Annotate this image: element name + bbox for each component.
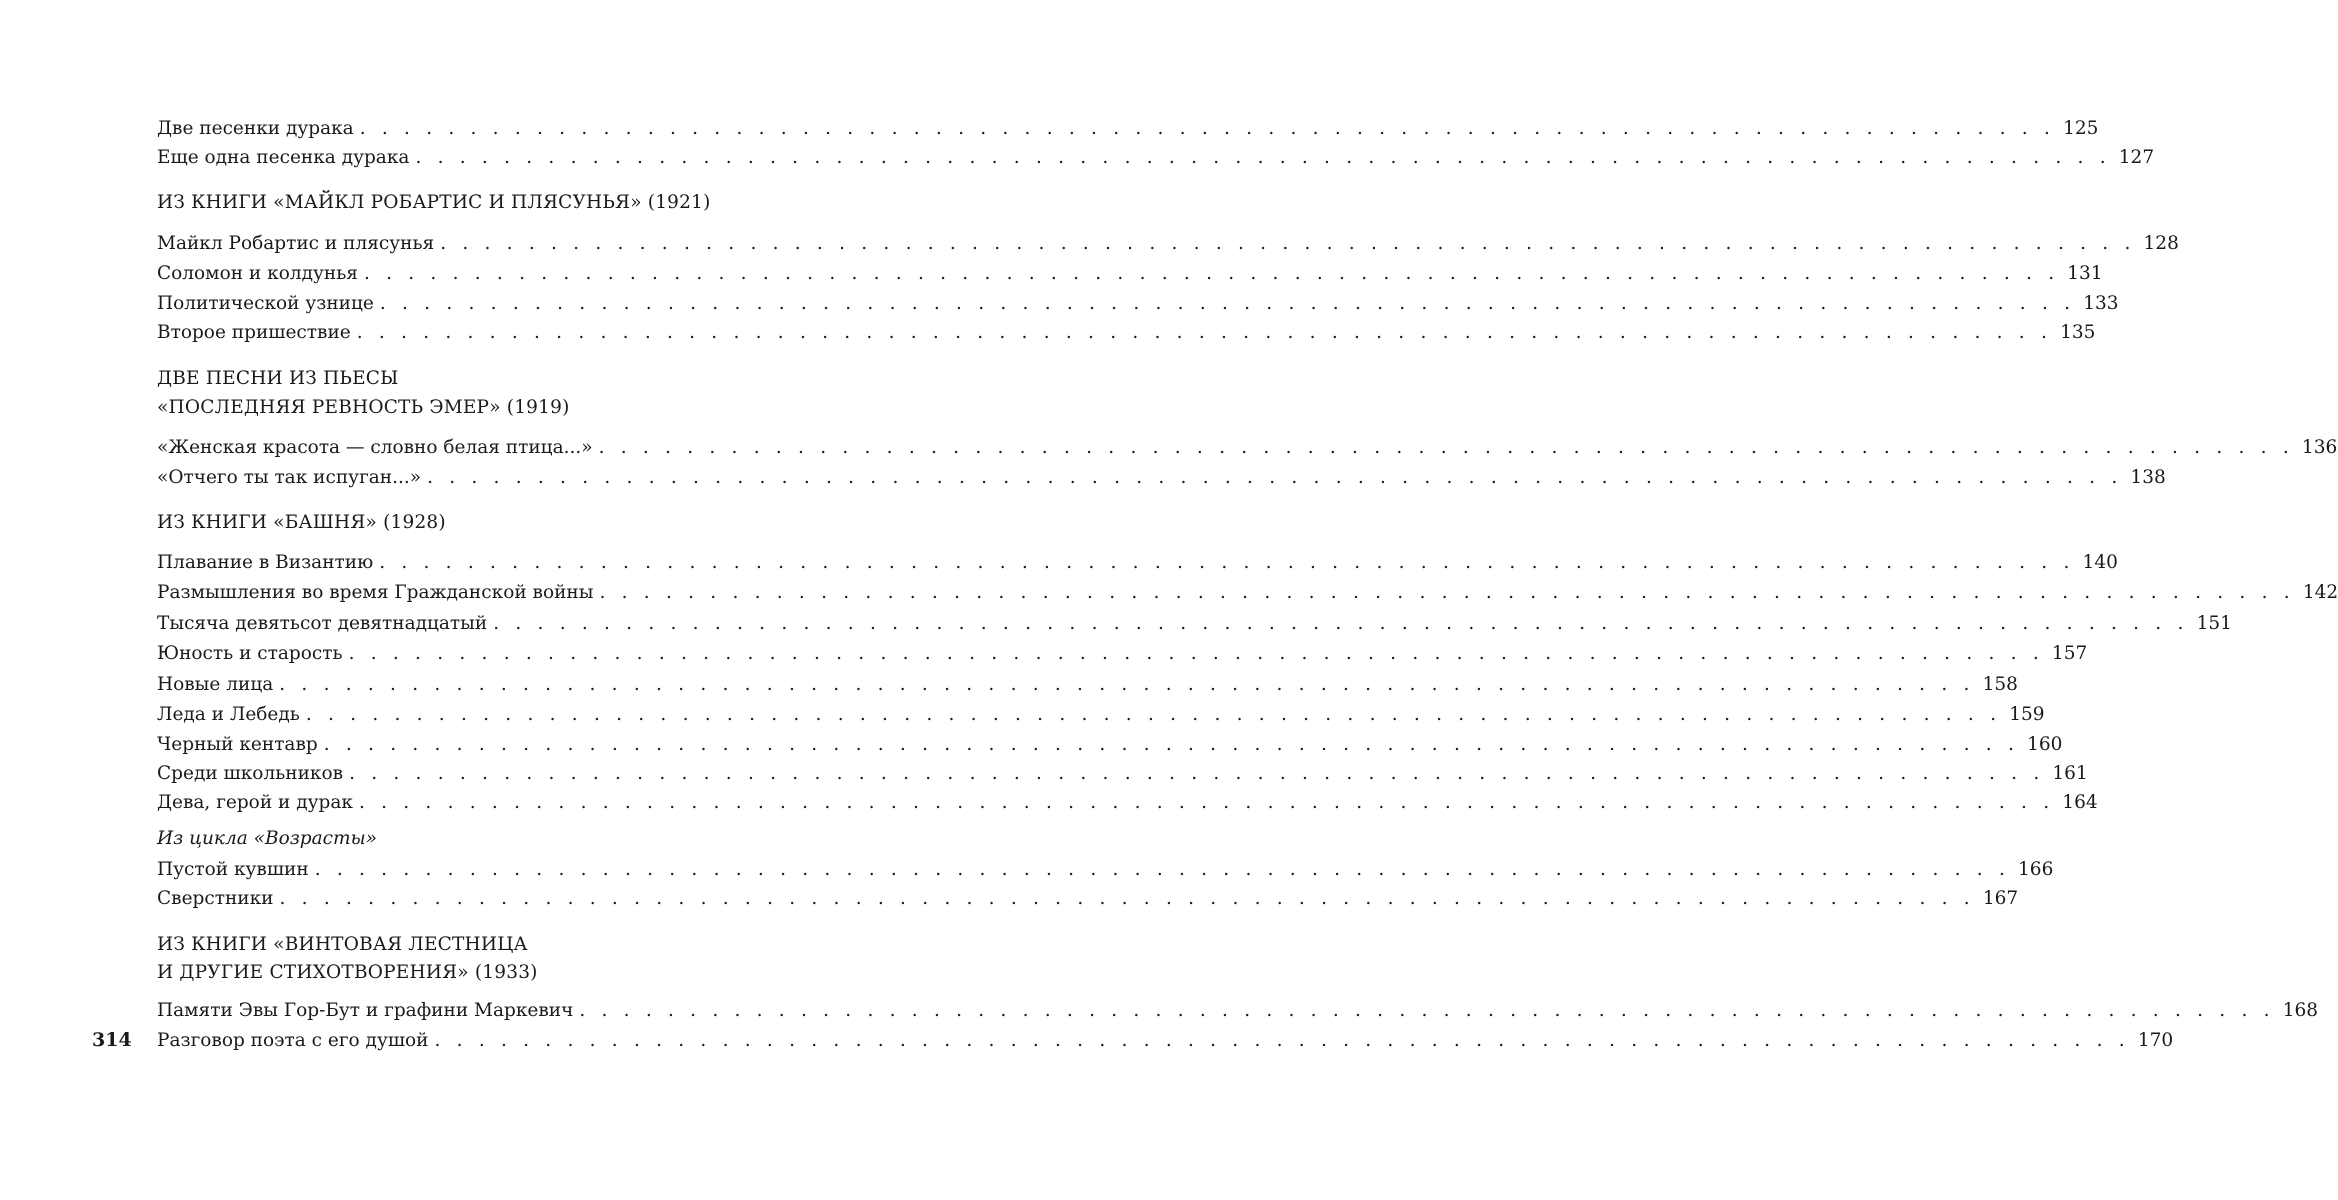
entry-title: Памяти Эвы Гор-Бут и графини Маркевич <box>157 1000 574 1021</box>
entry-title: Леда и Лебедь <box>157 704 300 725</box>
toc-entry <box>157 639 2088 669</box>
entry-title: Тысяча девятьсот девятнадцатый <box>157 613 488 634</box>
toc-entry <box>157 229 2179 259</box>
section-heading: ИЗ КНИГИ «ВИНТОВАЯ ЛЕСТНИЦА <box>157 934 528 955</box>
dot-leader: . . . . . . . . . . . . . . . . . . . . . . . . . . . . . . . . . . . . . . . . . . . . . . . . . . . . . . . . . . . . . . . . . . . . . . . . . . . . . <box>348 643 2044 664</box>
section-heading: ИЗ КНИГИ «БАШНЯ» (1928) <box>157 512 446 533</box>
section-heading: ДВЕ ПЕСНИ ИЗ ПЬЕСЫ <box>157 368 399 389</box>
entry-page: 142 <box>2302 582 2338 603</box>
toc-entry <box>157 548 2118 578</box>
entry-page: 151 <box>2196 613 2232 634</box>
entry-page: 131 <box>2067 263 2103 284</box>
entry-title: Пустой кувшин <box>157 859 309 880</box>
entry-page: 170 <box>2137 1030 2174 1051</box>
subsection-title: Из цикла «Возрасты» <box>157 828 377 849</box>
dot-leader: . . . . . . . . . . . . . . . . . . . . . . . . . . . . . . . . . . . . . . . . . . . . . . . . . . . . . . . . . . . . . . . . . . . . . . . . . . . . . <box>440 233 2136 254</box>
dot-leader: . . . . . . . . . . . . . . . . . . . . . . . . . . . . . . . . . . . . . . . . . . . . . . . . . . . . . . . . . . . . . . . . . . . . . . . . . . . . . <box>598 437 2294 458</box>
entry-page: 168 <box>2282 1000 2319 1021</box>
dot-leader: . . . . . . . . . . . . . . . . . . . . . . . . . . . . . . . . . . . . . . . . . . . . . . . . . . . . . . . . . . . . . . . . . . . . . . . . . . . . . <box>279 674 1975 695</box>
dot-leader: . . . . . . . . . . . . . . . . . . . . . . . . . . . . . . . . . . . . . . . . . . . . . . . . . . . . . . . . . . . . . . . . . . . . . . . . . . . . . <box>305 704 2002 725</box>
entry-title: Две песенки дурака <box>157 118 354 139</box>
entry-page: 135 <box>2060 322 2096 343</box>
toc-entry <box>157 855 2054 885</box>
entry-title: Юность и старость <box>157 643 343 664</box>
dot-leader: . . . . . . . . . . . . . . . . . . . . . . . . . . . . . . . . . . . . . . . . . . . . . . . . . . . . . . . . . . . . . . . . . . . . . . . . . . . . . <box>379 293 2076 314</box>
entry-title: Новые лица <box>157 674 274 695</box>
entry-title: «Женская красота — словно белая птица...» <box>157 437 593 458</box>
toc-entry <box>157 996 2319 1026</box>
entry-title: Плавание в Византию <box>157 552 374 573</box>
toc-entry <box>157 1026 2174 1056</box>
entry-title: Соломон и колдунья <box>157 263 358 284</box>
dot-leader: . . . . . . . . . . . . . . . . . . . . . . . . . . . . . . . . . . . . . . . . . . . . . . . . . . . . . . . . . . . . . . . . . . . . . . . . . . . . . <box>349 763 2045 784</box>
dot-leader: . . . . . . . . . . . . . . . . . . . . . . . . . . . . . . . . . . . . . . . . . . . . . . . . . . . . . . . . . . . . . . . . . . . . . . . . . . . . . <box>493 613 2189 634</box>
entry-page: 164 <box>2062 792 2098 813</box>
entry-page: 157 <box>2051 643 2088 664</box>
toc-entry <box>157 788 2098 818</box>
entry-page: 166 <box>2018 859 2054 880</box>
dot-leader: . . . . . . . . . . . . . . . . . . . . . . . . . . . . . . . . . . . . . . . . . . . . . . . . . . . . . . . . . . . . . . . . . . . . . . . . . . . . . <box>599 582 2295 603</box>
entry-title: Второе пришествие <box>157 322 351 343</box>
entry-page: 133 <box>2083 293 2119 314</box>
section-heading: ИЗ КНИГИ «МАЙКЛ РОБАРТИС И ПЛЯСУНЬЯ» (1921) <box>157 192 711 213</box>
section-heading: «ПОСЛЕДНЯЯ РЕВНОСТЬ ЭМЕР» (1919) <box>157 397 570 418</box>
entry-page: 159 <box>2009 704 2045 725</box>
toc-entry <box>157 463 2166 493</box>
entry-page: 161 <box>2052 763 2088 784</box>
toc-entry <box>157 143 2155 173</box>
entry-page: 128 <box>2143 233 2179 254</box>
toc-entry <box>157 730 2063 760</box>
entry-page: 160 <box>2027 734 2063 755</box>
toc-entry <box>157 289 2119 319</box>
toc-entry <box>157 433 2338 463</box>
page-number: 314 <box>92 1029 132 1051</box>
toc-entry <box>157 259 2103 289</box>
entry-page: 125 <box>2063 118 2099 139</box>
entry-page: 158 <box>1982 674 2018 695</box>
dot-leader: . . . . . . . . . . . . . . . . . . . . . . . . . . . . . . . . . . . . . . . . . . . . . . . . . . . . . . . . . . . . . . . . . . . . . . . . . . . . . <box>415 147 2111 168</box>
dot-leader: . . . . . . . . . . . . . . . . . . . . . . . . . . . . . . . . . . . . . . . . . . . . . . . . . . . . . . . . . . . . . . . . . . . . . . . . . . . . . <box>379 552 2075 573</box>
entry-page: 138 <box>2130 467 2166 488</box>
dot-leader: . . . . . . . . . . . . . . . . . . . . . . . . . . . . . . . . . . . . . . . . . . . . . . . . . . . . . . . . . . . . . . . . . . . . . . . . . . . . . <box>579 1000 2275 1021</box>
entry-page: 136 <box>2301 437 2338 458</box>
dot-leader: . . . . . . . . . . . . . . . . . . . . . . . . . . . . . . . . . . . . . . . . . . . . . . . . . . . . . . . . . . . . . . . . . . . . . . . . . . . . . <box>427 467 2123 488</box>
entry-page: 167 <box>1982 888 2019 909</box>
entry-title: Разговор поэта с его душой <box>157 1030 429 1051</box>
toc-entry <box>157 759 2088 789</box>
section-heading: И ДРУГИЕ СТИХОТВОРЕНИЯ» (1933) <box>157 962 538 983</box>
dot-leader: . . . . . . . . . . . . . . . . . . . . . . . . . . . . . . . . . . . . . . . . . . . . . . . . . . . . . . . . . . . . . . . . . . . . . . . . . . . . . <box>434 1030 2130 1051</box>
toc-entry <box>157 884 2019 914</box>
toc-entry <box>157 114 2099 144</box>
entry-title: Дева, герой и дурак <box>157 792 353 813</box>
entry-title: Майкл Робартис и плясунья <box>157 233 435 254</box>
entry-page: 127 <box>2118 147 2155 168</box>
dot-leader: . . . . . . . . . . . . . . . . . . . . . . . . . . . . . . . . . . . . . . . . . . . . . . . . . . . . . . . . . . . . . . . . . . . . . . . . . . . . . <box>359 118 2056 139</box>
entry-title: Среди школьников <box>157 763 344 784</box>
entry-title: Политической узнице <box>157 293 374 314</box>
toc-entry <box>157 318 2096 348</box>
entry-title: Черный кентавр <box>157 734 318 755</box>
entry-title: Сверстники <box>157 888 274 909</box>
entry-title: Еще одна песенка дурака <box>157 147 410 168</box>
toc-entry <box>157 700 2045 730</box>
toc-entry <box>157 578 2338 608</box>
toc-entry <box>157 670 2018 700</box>
dot-leader: . . . . . . . . . . . . . . . . . . . . . . . . . . . . . . . . . . . . . . . . . . . . . . . . . . . . . . . . . . . . . . . . . . . . . . . . . . . . . <box>323 734 2020 755</box>
entry-page: 140 <box>2082 552 2118 573</box>
toc-entry <box>157 609 2232 639</box>
dot-leader: . . . . . . . . . . . . . . . . . . . . . . . . . . . . . . . . . . . . . . . . . . . . . . . . . . . . . . . . . . . . . . . . . . . . . . . . . . . . . <box>358 792 2055 813</box>
dot-leader: . . . . . . . . . . . . . . . . . . . . . . . . . . . . . . . . . . . . . . . . . . . . . . . . . . . . . . . . . . . . . . . . . . . . . . . . . . . . . <box>314 859 2011 880</box>
entry-title: «Отчего ты так испуган...» <box>157 467 422 488</box>
dot-leader: . . . . . . . . . . . . . . . . . . . . . . . . . . . . . . . . . . . . . . . . . . . . . . . . . . . . . . . . . . . . . . . . . . . . . . . . . . . . . <box>279 888 1975 909</box>
dot-leader: . . . . . . . . . . . . . . . . . . . . . . . . . . . . . . . . . . . . . . . . . . . . . . . . . . . . . . . . . . . . . . . . . . . . . . . . . . . . . <box>363 263 2060 284</box>
entry-title: Размышления во время Гражданской войны <box>157 582 594 603</box>
dot-leader: . . . . . . . . . . . . . . . . . . . . . . . . . . . . . . . . . . . . . . . . . . . . . . . . . . . . . . . . . . . . . . . . . . . . . . . . . . . . . <box>356 322 2053 343</box>
